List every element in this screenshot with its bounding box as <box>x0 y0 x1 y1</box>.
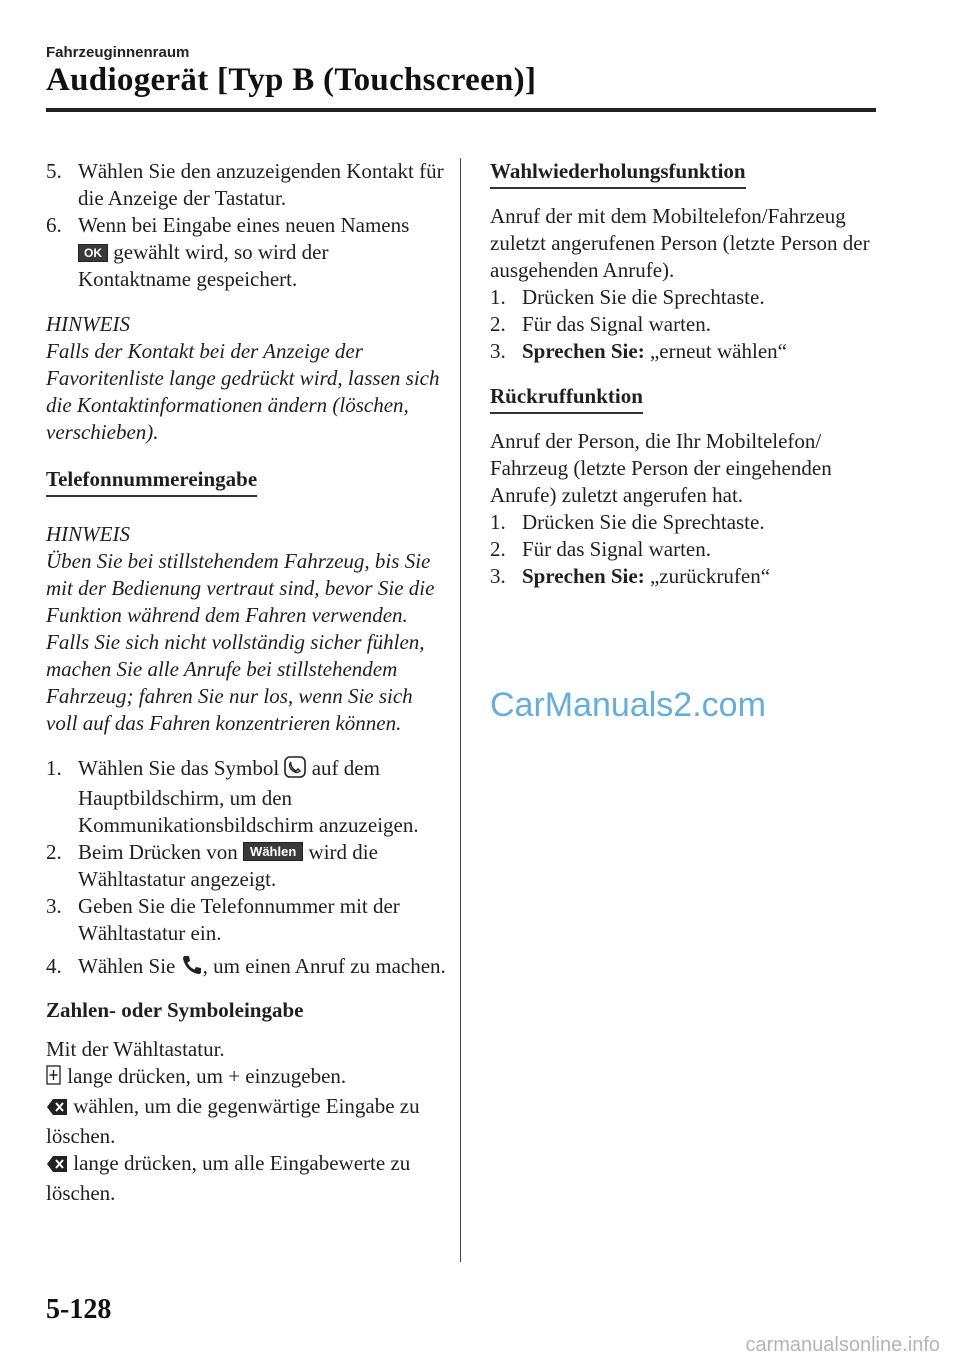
step-text: Beim Drücken von <box>78 840 238 864</box>
step-bold-label: Sprechen Sie: <box>522 564 645 588</box>
footer-watermark: carmanualsonline.info <box>745 1334 940 1356</box>
section-label: Fahrzeuginnenraum <box>46 44 190 61</box>
line-text: lange drücken, um + einzugeben. <box>67 1064 347 1088</box>
step-number: 2. <box>46 840 62 864</box>
step-text: auf dem Hauptbildschirm, um den Kommunikationsbildschirm anzuzeigen. <box>78 756 419 837</box>
step-text: wird die Wähltastatur angezeigt. <box>78 840 378 891</box>
waehlen-button-icon: Wählen <box>243 842 303 861</box>
note-text: Falls der Kontakt bei der Anzeige der Favoritenliste lange gedrückt wird, lassen sich die Kontaktinformationen ändern (löschen, verschieben). <box>46 339 440 444</box>
callback-step-1 <box>490 509 890 536</box>
callback-step-3 <box>490 563 890 590</box>
step-3 <box>46 893 446 947</box>
step-text: gewählt wird, so wird der Kontaktname gespeichert. <box>78 240 329 291</box>
left-column <box>46 158 446 1207</box>
subsection-title: Zahlen- oder Symboleingabe <box>46 998 304 1022</box>
intro-text: Mit der Wähltastatur. <box>46 1037 225 1061</box>
step-text: Für das Signal warten. <box>522 312 711 336</box>
step-number: 2. <box>490 312 506 336</box>
step-number: 3. <box>46 894 62 918</box>
step-number: 1. <box>490 285 506 309</box>
step-text: Für das Signal warten. <box>522 537 711 561</box>
step-text: Wählen Sie den anzuzeigenden Kontakt für die Anzeige der Tastatur. <box>78 159 444 210</box>
step-text: Geben Sie die Telefonnummer mit der Wähltastatur ein. <box>78 894 400 945</box>
step-text: Wählen Sie das Symbol <box>78 756 280 780</box>
note-title: HINWEIS <box>46 522 130 546</box>
step-text: „zurückrufen“ <box>649 564 771 588</box>
step-4 <box>46 953 446 983</box>
page-number: 5-128 <box>46 1294 112 1325</box>
step-2 <box>46 839 446 893</box>
step-number: 4. <box>46 954 62 978</box>
redial-description: Anruf der mit dem Mobiltelefon/Fahrzeug zuletzt angerufenen Person (letzte Person der ausgehenden Anrufe). <box>490 204 870 282</box>
redial-step-1 <box>490 284 890 311</box>
section-title-telefonnummereingabe: Telefonnummereingabe <box>46 466 257 497</box>
backspace-icon <box>46 1153 68 1180</box>
note-text: Üben Sie bei stillstehendem Fahrzeug, bis Sie mit der Bedienung vertraut sind, bevor Sie die Funktion während dem Fahren verwenden. Falls Sie sich nicht vollständig sicher fühlen, machen Sie alle Anrufe bei stillstehendem Fahrzeug; fahren Sie nur los, wenn Sie sich voll auf das Fahren konzentrieren können. <box>46 549 435 735</box>
callback-step-2 <box>490 536 890 563</box>
redial-step-2 <box>490 311 890 338</box>
phone-handset-icon <box>181 954 203 983</box>
step-bold-label: Sprechen Sie: <box>522 339 645 363</box>
line-text: lange drücken, um alle Eingabewerte zu löschen. <box>46 1151 411 1205</box>
step-text: Wählen Sie <box>78 954 176 978</box>
note-title: HINWEIS <box>46 312 130 336</box>
line-text: wählen, um die gegenwärtige Eingabe zu löschen. <box>46 1094 420 1148</box>
step-number: 5. <box>46 159 62 183</box>
step-number: 6. <box>46 213 62 237</box>
note-2 <box>46 521 446 737</box>
right-column <box>490 158 890 590</box>
step-text: , um einen Anruf zu machen. <box>202 954 446 978</box>
section-title-rueckruf: Rückruffunktion <box>490 383 643 414</box>
step-number: 1. <box>490 510 506 534</box>
ok-button-icon: OK <box>78 244 108 262</box>
step-number: 2. <box>490 537 506 561</box>
note-1 <box>46 311 446 446</box>
zero-plus-key-icon <box>46 1064 62 1093</box>
step-text: „erneut wählen“ <box>649 339 787 363</box>
step-number: 1. <box>46 756 62 780</box>
step-number: 3. <box>490 564 506 588</box>
watermark: CarManuals2.com <box>490 686 766 724</box>
step-text: Drücken Sie die Sprechtaste. <box>522 510 765 534</box>
step-text: Wenn bei Eingabe eines neuen Namens <box>78 213 410 237</box>
header-rule <box>46 108 876 112</box>
step-number: 3. <box>490 339 506 363</box>
step-5 <box>46 158 446 212</box>
phone-symbol-icon <box>284 756 306 785</box>
column-divider <box>460 158 461 1262</box>
step-1 <box>46 755 446 839</box>
callback-description: Anruf der Person, die Ihr Mobiltelefon/ Fahrzeug (letzte Person der eingehenden Anrufe) zuletzt angerufen hat. <box>490 429 832 507</box>
line-plus <box>46 1063 446 1093</box>
line-delete-one <box>46 1093 446 1150</box>
step-text: Drücken Sie die Sprechtaste. <box>522 285 765 309</box>
chapter-title: Audiogerät [Typ B (Touchscreen)] <box>46 62 537 98</box>
step-6 <box>46 212 446 293</box>
backspace-icon <box>46 1096 68 1123</box>
line-delete-all <box>46 1150 446 1207</box>
section-title-wahlwiederholung: Wahlwiederholungsfunktion <box>490 158 746 189</box>
redial-step-3 <box>490 338 890 365</box>
